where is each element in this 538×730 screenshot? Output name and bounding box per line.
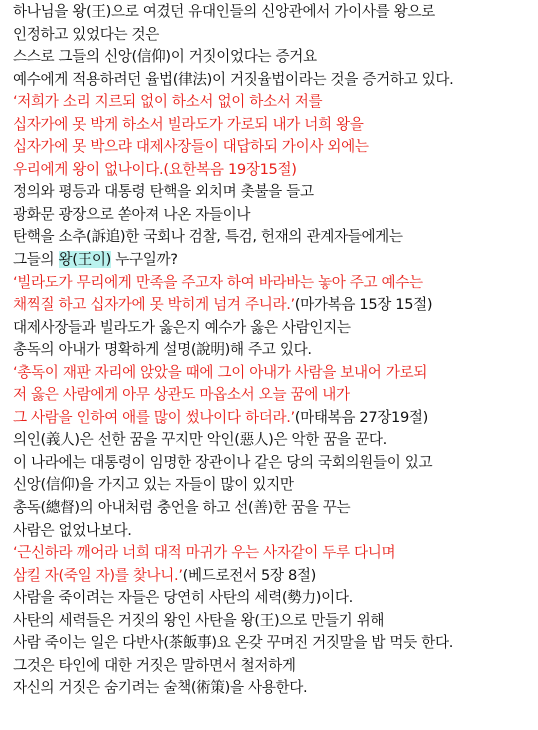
text-line: 스스로 그들의 신앙(信仰)이 거짓이었다는 증거요 [13,48,317,66]
scripture-quote-line [13,407,533,430]
text-line: 신앙(信仰)을 가지고 있는 자들이 많이 있지만 [13,476,294,494]
text-line: 사람 죽이는 일은 다반사(茶飯事)요 온갖 꾸며진 거짓말을 밥 먹듯 한다. [13,634,453,652]
text-segment: 누구일까? [110,251,178,269]
scripture-quote-line: ‘저희가 소리 지르되 없이 하소서 없이 하소서 저를 [13,93,323,111]
text-line: 사람을 죽이려는 자들은 당연히 사탄의 세력(勢力)이다. [13,589,353,607]
text-line: 사람은 없었나보다. [13,521,132,539]
scripture-quote-line: ‘근신하라 깨어라 너희 대적 마귀가 우는 사자같이 두루 다니며 [13,544,396,562]
text-line: 광화문 광장으로 쏟아져 나온 자들이나 [13,205,251,223]
text-line: 대제사장들과 빌라도가 옳은지 예수가 옳은 사람인지는 [13,318,351,336]
text-segment: 그들의 [13,251,59,269]
text-line: 탄핵을 소추(訴追)한 국회나 검찰, 특검, 헌재의 관계자들에게는 [13,228,403,246]
text-line: 사탄의 세력들은 거짓의 왕인 사탄을 왕(王)으로 만들기 위해 [13,611,385,629]
text-line: 이 나라에는 대통령이 임명한 장관이나 같은 당의 국회의원들이 있고 [13,453,433,471]
text-line: 정의와 평등과 대통령 탄핵을 외치며 촛불을 들고 [13,183,314,201]
text-line: 그것은 타인에 대한 거짓은 말하면서 철저하게 [13,656,296,674]
scripture-quote-line [13,294,533,317]
text-line: 총독의 아내가 명확하게 설명(說明)해 주고 있다. [13,341,312,359]
text-line: 총독(總督)의 아내처럼 충언을 하고 선(善)한 꿈을 꾸는 [13,499,351,517]
citation: (마가복음 15장 15절) [294,296,433,314]
text-line: 의인(義人)은 선한 꿈을 꾸지만 악인(惡人)은 악한 꿈을 꾼다. [13,431,387,449]
quote-text: 삼킬 자(죽일 자)를 찾나니.’ [13,566,183,584]
text-line: 인정하고 있었다는 것은 [13,25,160,43]
scripture-quote-line: 우리에게 왕이 없나이다.(요한복음 19장15절) [13,160,297,178]
scripture-quote-line: 십자가에 못 박게 하소서 빌라도가 가로되 내가 너희 왕을 [13,115,364,133]
scripture-quote-line: ‘총독이 재판 자리에 앉았을 때에 그이 아내가 사람을 보내어 가로되 [13,363,428,381]
quote-text: 그 사람을 인하여 애를 많이 썼나이다 하더라.’ [13,408,295,426]
scripture-quote-line [13,565,533,588]
highlighted-text: 왕(王이) [58,251,111,269]
scripture-quote-line: 십자가에 못 박으랴 대제사장들이 대답하되 가이사 외에는 [13,138,369,156]
document-body [13,0,533,700]
scripture-quote-line: ‘빌라도가 무리에게 만족을 주고자 하여 바라바는 놓아 주고 예수는 [13,273,423,291]
citation: (마태복음 27장19절) [294,408,428,426]
quote-text: 채찍질 하고 십자가에 못 박히게 넘겨 주니라.’ [13,296,295,314]
text-line [13,249,533,272]
text-line: 하나님을 왕(王)으로 여겼던 유대인들의 신앙관에서 가이사를 왕으로 [13,3,435,20]
text-line: 예수에게 적용하려던 율법(律法)이 거짓율법이라는 것을 증거하고 있다. [13,70,454,88]
scripture-quote-line: 저 옳은 사람에게 아무 상관도 마옵소서 오늘 꿈에 내가 [13,386,350,404]
text-line: 자신의 거짓은 숨기려는 술책(術策)을 사용한다. [13,679,308,697]
citation: (베드로전서 5장 8절) [182,566,316,584]
